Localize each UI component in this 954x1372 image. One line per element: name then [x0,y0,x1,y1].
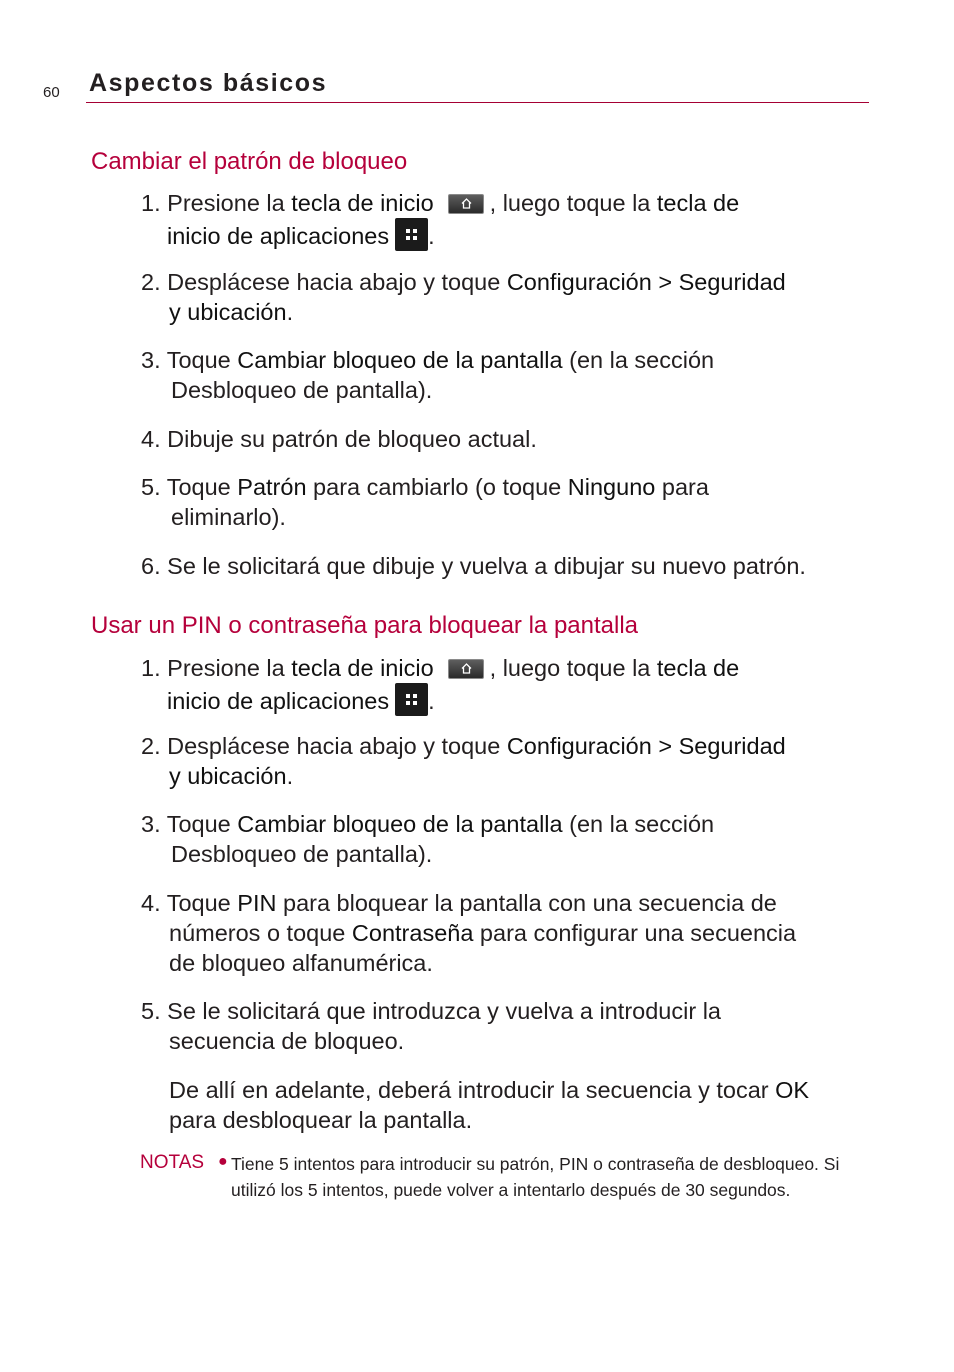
chapter-title: Aspectos básicos [89,69,328,97]
step-1: 1. Presione la tecla de inicio , luego toque la tecla de inicio de aplicaciones . [141,655,740,714]
section-heading: Usar un PIN o contraseña para bloquear la pantalla [91,612,639,639]
home-key-icon [448,194,484,214]
note-text: Tiene 5 intentos para introducir su patrón, PIN o contraseña de desbloqueo. Si utilizó los 5 intentos, puede volver a intentarlo después de 30 segundos. [231,1154,840,1200]
step-4: 4. Dibuje su patrón de bloqueo actual. [141,426,537,452]
page-number: 60 [43,84,60,101]
header-rule [86,102,869,103]
step-5: 5. Toque Patrón para cambiarlo (o toque Ninguno para eliminarlo). [141,474,709,530]
home-key-icon [448,659,484,679]
note-label: NOTAS [140,1152,205,1173]
section-heading: Cambiar el patrón de bloqueo [91,148,408,175]
step-3: 3. Toque Cambiar bloqueo de la pantalla (en la sección Desbloqueo de pantalla). [141,811,715,867]
step-2: 2. Desplácese hacia abajo y toque Configuración > Seguridad y ubicación. [141,269,786,325]
step-5: 5. Se le solicitará que introduzca y vuelva a introducir la secuencia de bloqueo. De allí en adelante, deberá introducir la secuencia y tocar OK para desbloquear la pantalla. [141,998,810,1133]
app-launcher-icon [395,683,428,716]
step-2: 2. Desplácese hacia abajo y toque Configuración > Seguridad y ubicación. [141,733,786,789]
step-6: 6. Se le solicitará que dibuje y vuelva a dibujar su nuevo patrón. [141,553,806,579]
step-4: 4. Toque PIN para bloquear la pantalla con una secuencia de números o toque Contraseña para configurar una secuencia de bloqueo alfanumérica. [141,890,797,976]
bullet-icon: ● [218,1153,228,1170]
step-1: 1. Presione la tecla de inicio , luego toque la tecla de inicio de aplicaciones . [141,190,740,249]
step-3: 3. Toque Cambiar bloqueo de la pantalla (en la sección Desbloqueo de pantalla). [141,347,715,403]
app-launcher-icon [395,218,428,251]
